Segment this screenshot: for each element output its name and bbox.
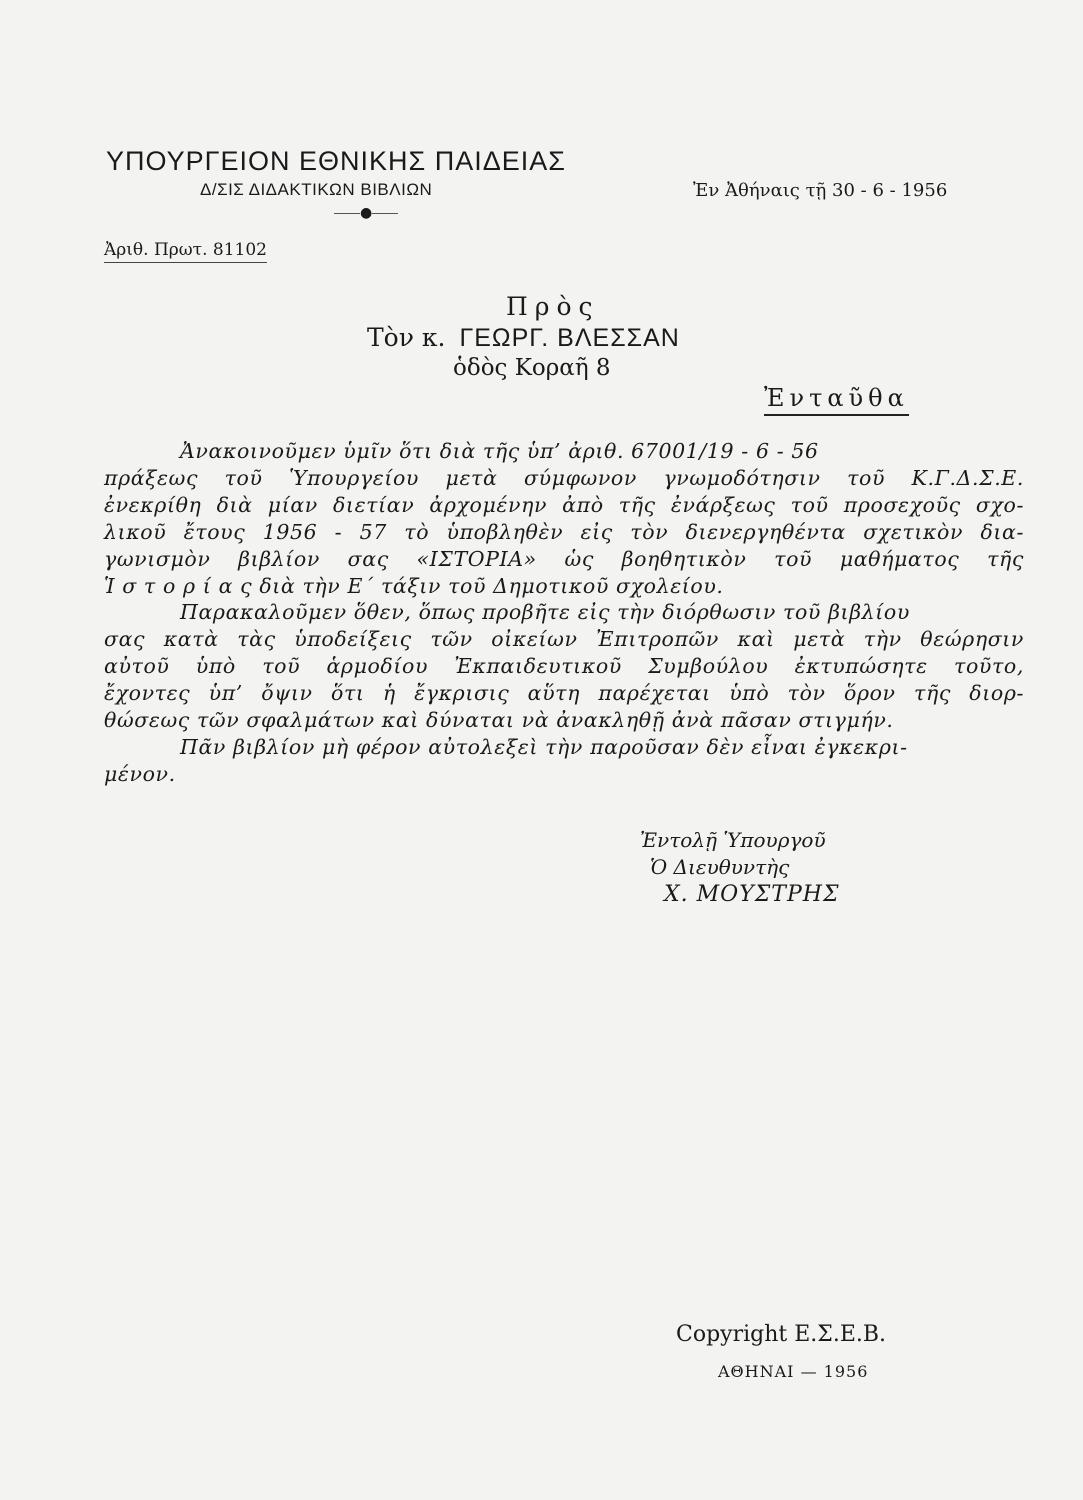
body-line: μένον. — [104, 761, 176, 786]
body-line: σας κατὰ τὰς ὑποδείξεις τῶν οἰκείων Ἐπιτροπῶν καὶ μετὰ τὴν θεώρησιν — [104, 627, 1024, 652]
body-line: λικοῦ ἔτους 1956 - 57 τὸ ὑποβληθὲν εἰς τὸν διενεργηθέντα σχετικὸν δια- — [104, 519, 1024, 544]
protocol-number: Ἀριθ. Πρωτ. 81102 — [104, 240, 267, 263]
publication-place: ΑΘΗΝΑΙ — 1956 — [718, 1362, 869, 1381]
recipient-name: ΓΕΩΡΓ. ΒΛΕΣΣΑΝ — [459, 324, 680, 352]
body-line: Ἀνακοινοῦμεν ὑμῖν ὅτι διὰ τῆς ὑπ’ ἀριθ. 67001/19 - 6 - 56 — [180, 439, 819, 463]
ornament-divider — [334, 205, 398, 221]
recipient-city: Ἐνταῦθα — [764, 384, 909, 416]
signature-title: Ὁ Διευθυντὴς — [650, 855, 790, 879]
salutation: Τὸν κ. — [367, 323, 446, 352]
ministry-heading: ΥΠΟΥΡΓΕΙΟΝ ΕΘΝΙΚΗΣ ΠΑΙΔΕΙΑΣ — [106, 146, 567, 176]
letter-date: Ἐν Ἀθήναις τῇ 30 - 6 - 1956 — [693, 180, 948, 201]
body-line: Παρακαλοῦμεν ὅθεν, ὅπως προβῆτε εἰς τὴν διόρθωσιν τοῦ βιβλίου — [180, 600, 910, 625]
recipient-street: ὁδὸς Κοραῆ 8 — [453, 355, 611, 381]
signature-authority: Ἐντολῇ Ὑπουργοῦ — [640, 828, 826, 852]
body-line: θώσεως τῶν σφαλμάτων καὶ δύναται νὰ ἀνακληθῇ ἀνὰ πᾶσαν στιγμήν. — [104, 708, 894, 733]
letter-body — [104, 438, 1024, 788]
body-line: πράξεως τοῦ Ὑπουργείου μετὰ σύμφωνον γνωμοδότησιν τοῦ Κ.Γ.Δ.Σ.Ε. — [104, 465, 1024, 490]
body-line: ἔχοντες ὑπ’ ὄψιν ὅτι ἡ ἔγκρισις αὕτη παρέχεται ὑπὸ τὸν ὅρον τῆς διορ- — [104, 681, 1024, 706]
signature-block — [640, 827, 840, 908]
body-line: αὐτοῦ ὑπὸ τοῦ ἁρμοδίου Ἐκπαιδευτικοῦ Συμβούλου ἐκτυπώσητε τοῦτο, — [104, 654, 1024, 679]
address-to: Πρὸς — [506, 292, 600, 321]
division-subheading: Δ/ΣΙΣ ΔΙΔΑΚΤΙΚΩΝ ΒΙΒΛΙΩΝ — [200, 180, 433, 199]
recipient-line — [367, 323, 680, 353]
body-line: ἐνεκρίθη διὰ μίαν διετίαν ἀρχομένην ἀπὸ τῆς ἐνάρξεως τοῦ προσεχοῦς σχο- — [104, 492, 1024, 517]
body-line: γωνισμὸν βιβλίον σας «ΙΣΤΟΡΙΑ» ὡς βοηθητικὸν τοῦ μαθήματος τῆς — [104, 546, 1024, 571]
bullet-icon: ● — [360, 205, 373, 221]
signature-name: Χ. ΜΟΥΣΤΡΗΣ — [664, 882, 840, 907]
body-line: Ἱ σ τ ο ρ ί α ς διὰ τὴν Ε΄ τάξιν τοῦ Δημοτικοῦ σχολείου. — [104, 573, 724, 598]
body-line: Πᾶν βιβλίον μὴ φέρον αὐτολεξεὶ τὴν παροῦσαν δὲν εἶναι ἐγκεκρι- — [180, 734, 908, 759]
copyright-notice: Copyright Ε.Σ.Ε.Β. — [676, 1322, 887, 1347]
